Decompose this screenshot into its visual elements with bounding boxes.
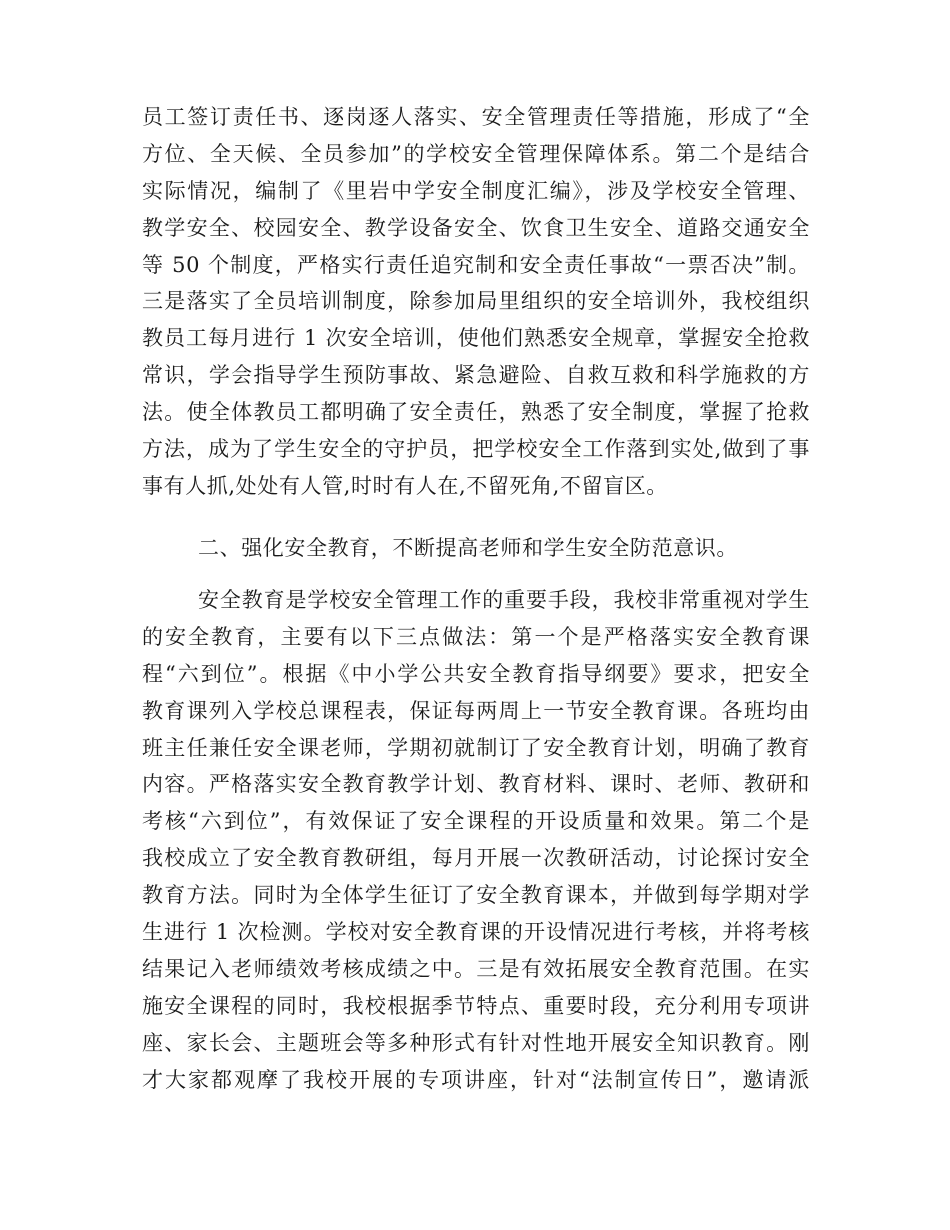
text-line: 教员工每月进行 1 次安全培训，使他们熟悉安全规章，掌握安全抢救 — [142, 326, 810, 351]
text-line: 教学安全、校园安全、教学设备安全、饮食卫生安全、道路交通安全 — [142, 215, 810, 240]
text-line: 结果记入老师绩效考核成绩之中。三是有效拓展安全教育范围。在实 — [142, 956, 810, 981]
text-line: 班主任兼任安全课老师，学期初就制订了安全教育计划，明确了教育 — [142, 735, 810, 760]
text-line: 实际情况，编制了《里岩中学安全制度汇编》，涉及学校安全管理、 — [142, 178, 810, 203]
text-line-first: 安全教育是学校安全管理工作的重要手段，我校非常重视对学生 — [198, 588, 810, 612]
text-line: 三是落实了全员培训制度，除参加局里组织的安全培训外，我校组织 — [142, 289, 810, 314]
text-line: 生进行 1 次检测。学校对安全教育课的开设情况进行考核，并将考核 — [142, 920, 810, 945]
text-line: 内容。严格落实安全教育教学计划、教育材料、课时、老师、教研和 — [142, 772, 810, 797]
paragraph-safety-responsibility — [142, 99, 810, 505]
text-line: 才大家都观摩了我校开展的专项讲座，针对“法制宣传日”，邀请派 — [142, 1067, 810, 1092]
text-line: 的安全教育，主要有以下三点做法：第一个是严格落实安全教育课 — [142, 624, 810, 649]
text-line: 程“六到位”。根据《中小学公共安全教育指导纲要》要求，把安全 — [142, 661, 810, 686]
text-line: 常识，学会指导学生预防事故、紧急避险、自救互救和科学施救的方 — [142, 363, 810, 388]
text-line: 方法，成为了学生安全的守护员，把学校安全工作落到实处,做到了事 — [142, 437, 810, 462]
text-line: 我校成立了安全教育教研组，每月开展一次教研活动，讨论探讨安全 — [142, 846, 810, 871]
section-heading-text: 二、强化安全教育，不断提高老师和学生安全防范意识。 — [198, 536, 738, 560]
text-line: 教育方法。同时为全体学生征订了安全教育课本，并做到每学期对学 — [142, 883, 810, 908]
text-line: 教育课列入学校总课程表，保证每两周上一节安全教育课。各班均由 — [142, 698, 810, 723]
text-line: 方位、全天候、全员参加”的学校安全管理保障体系。第二个是结合 — [142, 141, 810, 166]
text-line: 等 50 个制度，严格实行责任追究制和安全责任事故“一票否决”制。 — [142, 252, 810, 277]
text-line: 座、家长会、主题班会等多种形式有针对性地开展安全知识教育。刚 — [142, 1030, 810, 1055]
text-line: 法。使全体教员工都明确了安全责任，熟悉了安全制度，掌握了抢救 — [142, 400, 810, 425]
section-heading-2 — [142, 530, 810, 567]
text-line-last: 事有人抓,处处有人管,时时有人在,不留死角,不留盲区。 — [142, 473, 668, 498]
text-line: 施安全课程的同时，我校根据季节特点、重要时段，充分利用专项讲 — [142, 993, 810, 1018]
text-line: 员工签订责任书、逐岗逐人落实、安全管理责任等措施，形成了“全 — [142, 105, 810, 129]
text-line: 考核“六到位”，有效保证了安全课程的开设质量和效果。第二个是 — [142, 809, 810, 834]
paragraph-safety-education — [142, 582, 810, 1098]
